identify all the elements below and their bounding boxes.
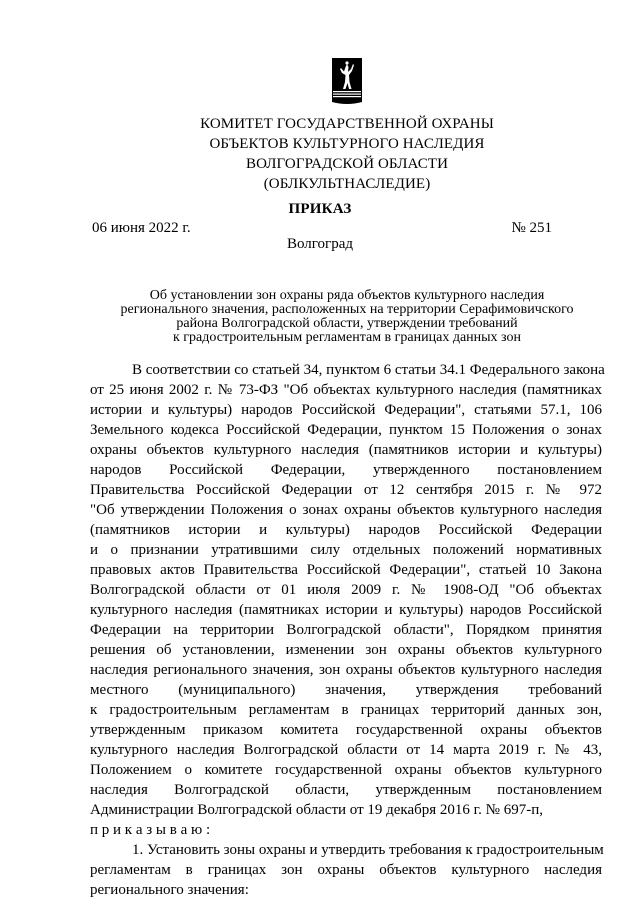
- body-line: регионального значения:: [90, 882, 249, 898]
- subject-line: района Волгоградской области, утверждении требований: [176, 316, 518, 331]
- body-line: п р и к а з ы в а ю :: [90, 822, 211, 838]
- body-line: наследия регионального значения, зон охраны объектов культурного наследия: [90, 662, 602, 678]
- body-line: (памятников истории и культуры) народов Российской Федерации: [90, 522, 602, 538]
- body-line: "Об утверждении Положения о зонах охраны объектов культурного наследия: [90, 502, 602, 518]
- emblem-icon: [332, 58, 362, 106]
- organization-line: (ОБЛКУЛЬТНАСЛЕДИЕ): [263, 176, 431, 192]
- body-line: Волгоградской области от 01 июля 2009 г. № 1908-ОД "Об объектах: [90, 582, 602, 598]
- body-line: Земельного кодекса Российской Федерации, пунктом 15 Положения о зонах: [90, 422, 602, 438]
- document-subject: [100, 289, 594, 345]
- body-line: народов Российской Федерации, утвержденного постановлением: [90, 462, 602, 478]
- body-line: регламентам в границах зон охраны объектов культурного наследия: [90, 862, 602, 878]
- body-line: наследия Волгоградской области, утвержденным постановлением: [90, 782, 602, 798]
- body-line: В соответствии со статьей 34, пунктом 6 статьи 34.1 Федерального закона: [132, 362, 605, 378]
- body-line: решения об установлении, изменении зон охраны объектов культурного: [90, 642, 602, 658]
- organization-header: [150, 114, 544, 194]
- document-body: [90, 360, 605, 900]
- body-line: истории и культуры) народов Российской Федерации", статьями 57.1, 106: [90, 402, 602, 418]
- document-title: ПРИКАЗ: [288, 201, 352, 217]
- organization-line: КОМИТЕТ ГОСУДАРСТВЕННОЙ ОХРАНЫ: [200, 116, 494, 132]
- body-line: и о признании утратившими силу отдельных положений нормативных: [90, 542, 602, 558]
- body-line: Правительства Российской Федерации от 12 сентября 2015 г. № 972: [90, 482, 602, 498]
- document-number: № 251: [511, 220, 552, 236]
- body-line: от 25 июня 2002 г. № 73-ФЗ "Об объектах культурного наследия (памятниках: [90, 382, 602, 398]
- organization-line: ВОЛГОГРАДСКОЙ ОБЛАСТИ: [245, 156, 449, 172]
- subject-line: к градостроительным регламентам в границах данных зон: [173, 330, 521, 345]
- body-line: правовых актов Правительства Российской Федерации", статьей 10 Закона: [90, 562, 602, 578]
- body-line: утвержденным приказом комитета государственной охраны объектов: [90, 722, 602, 738]
- body-line: культурного наследия (памятниках истории и культуры) народов Российской: [90, 602, 602, 618]
- subject-line: регионального значения, расположенных на территории Серафимовичского: [120, 302, 574, 317]
- body-line: 1. Установить зоны охраны и утвердить требования к градостроительным: [132, 842, 604, 858]
- body-line: охраны объектов культурного наследия (памятников истории и культуры): [90, 442, 602, 458]
- document-city: Волгоград: [286, 236, 353, 252]
- body-line: Положением о комитете государственной охраны объектов культурного: [90, 762, 602, 778]
- subject-line: Об установлении зон охраны ряда объектов культурного наследия: [149, 288, 545, 303]
- body-line: местного (муниципального) значения, утверждения требований: [90, 682, 602, 698]
- body-line: к градостроительным регламентам в границах территорий данных зон,: [90, 702, 602, 718]
- organization-line: ОБЪЕКТОВ КУЛЬТУРНОГО НАСЛЕДИЯ: [209, 136, 485, 152]
- body-line: Федерации на территории Волгоградской области", Порядком принятия: [90, 622, 602, 638]
- body-line: культурного наследия Волгоградской области от 14 марта 2019 г. № 43,: [90, 742, 602, 758]
- document-date: 06 июня 2022 г.: [92, 220, 191, 236]
- body-line: Администрации Волгоградской области от 19 декабря 2016 г. № 697-п,: [90, 802, 543, 818]
